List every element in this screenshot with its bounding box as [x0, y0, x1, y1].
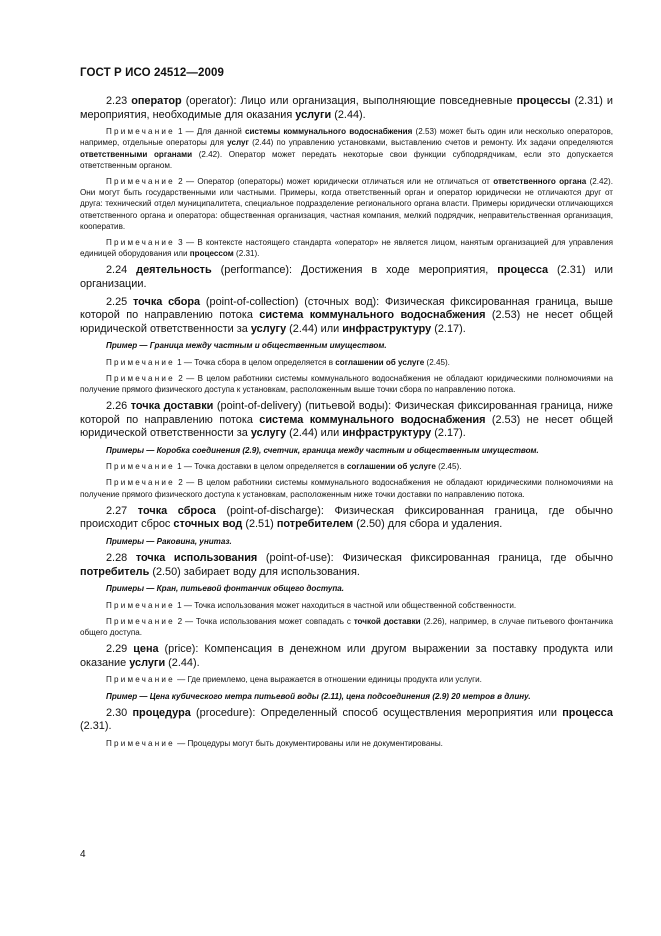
text-run: (2.53) может быть один или несколько операторов, например, отдельные операторы для [80, 127, 613, 148]
term-reference: потребителем [276, 518, 354, 531]
text-run: 2.27 [106, 504, 138, 517]
note [80, 373, 613, 395]
text-run: 2 — В целом работники системы коммунального водоснабжения не обладают юридическими полномочиями на получение прямого физического доступа к установкам, расположенным ниже точки доставки по направлению потока. [80, 478, 613, 499]
term-reference: системы коммунального водоснабжения [244, 127, 413, 137]
text-run: (point-of-collection) (сточных вод): Физическая фиксированная граница, выше которой по направлению потока [80, 295, 613, 322]
text-run: (2.44) или [286, 427, 343, 440]
text-run: (2.53) не несет общей юридической ответственности за [80, 413, 613, 440]
example [80, 340, 613, 351]
term-2-29 [80, 643, 613, 670]
term-2-28 [80, 552, 613, 579]
term-reference: ответственного органа [493, 177, 587, 186]
text-run: Примеры — Кран, питьевой фонтанчик общего доступа. [106, 584, 345, 594]
term-2-23 [80, 95, 613, 122]
text-run: (2.31) или организации. [80, 264, 613, 291]
text-run: 1 — Точка сбора в целом определяется в [174, 357, 336, 367]
text-run: 2.29 [106, 643, 134, 656]
text-run: 2.24 [106, 264, 137, 277]
text-run: (point-of-delivery) (питьевой воды): Физическая фиксированная граница, ниже которой по направлению потока [80, 400, 613, 426]
note [80, 237, 613, 259]
note [80, 616, 613, 638]
text-run: 1 — Точка доставки в целом определяется в [174, 462, 347, 472]
text-run: — Где приемлемо, цена выражается в отношении единицы продукта или услуги. [174, 675, 482, 685]
term-reference: процессом [189, 249, 234, 259]
note-label: Примечание [106, 675, 175, 685]
note-label: Примечание [106, 478, 175, 488]
text-run: (2.45). [424, 357, 450, 367]
term-reference: процесса [562, 706, 613, 719]
term-reference: точка доставки [130, 400, 214, 413]
term-reference: потребитель [80, 565, 150, 578]
term-reference: услуги [129, 656, 166, 669]
note [80, 674, 613, 685]
term-reference: деятельность [136, 264, 212, 277]
text-run: (procedure): Определенный способ осуществления мероприятия или [190, 706, 563, 719]
text-run: Примеры — Коробка соединения (2.9), счетчик, граница между частным и общественным имуществом. [106, 445, 539, 455]
text-run: 2.23 [106, 95, 132, 107]
text-run: (2.44) по управлению установками, выставлению счетов и ремонту. Их задачи определяются [248, 138, 613, 148]
text-run: Пример — Цена кубического метра питьевой воды (2.11), цена подсоединения (2.9) 20 метров в длину. [106, 691, 531, 701]
note-label: Примечание [106, 373, 175, 383]
note [80, 176, 613, 232]
example [80, 536, 613, 547]
term-reference: инфраструктуру [342, 427, 432, 440]
text-run: Примеры — Раковина, унитаз. [106, 536, 232, 546]
term-reference: оператор [131, 95, 182, 107]
text-run: 2.26 [106, 400, 131, 413]
text-run: (2.31). [233, 249, 260, 259]
page-number: 4 [80, 849, 86, 860]
term-reference: точка сброса [137, 504, 216, 517]
term-2-30 [80, 707, 613, 734]
text-run: 2.30 [106, 706, 133, 719]
text-run: (2.26), например, в случае питьевого фонтанчика общего доступа. [80, 616, 613, 637]
text-run: (2.50) для сбора и удаления. [353, 518, 503, 531]
text-run: (2.53) не несет общей юридической ответственности за [80, 309, 613, 335]
text-run: 1 — Для данной [174, 127, 245, 137]
text-run: (point-of-discharge): Физическая фиксированная граница, где обычно происходит сброс [80, 504, 613, 531]
term-2-24 [80, 264, 613, 291]
term-reference: точка использования [135, 552, 258, 565]
note-label: Примечание [106, 462, 175, 472]
term-reference: сточных вод [173, 518, 243, 531]
text-run: 2.25 [106, 295, 133, 308]
term-reference: процесса [497, 264, 549, 277]
note-label: Примечание [106, 600, 175, 610]
text-run: (2.45). [435, 462, 462, 472]
example [80, 445, 613, 456]
note-label: Примечание [106, 616, 175, 626]
text-run: (2.17). [431, 322, 466, 335]
text-run: 2 — Точка использования может совпадать с [174, 616, 354, 626]
text-run: (operator): Лицо или организация, выполняющие повседневные [181, 95, 517, 107]
term-reference: соглашении об услуге [335, 357, 425, 367]
term-2-26 [80, 400, 613, 441]
example [80, 583, 613, 594]
term-reference: услуги [295, 108, 332, 121]
term-reference: точка сбора [132, 295, 201, 308]
text-run: 1 — Точка использования может находиться в частной или общественной собственности. [174, 600, 517, 610]
text-run: (2.51) [242, 518, 277, 531]
text-run: Пример — Граница между частным и общественным имуществом. [106, 341, 387, 351]
note [80, 357, 613, 368]
note-label: Примечание [106, 127, 175, 137]
text-run: (2.44) или [286, 322, 343, 335]
text-run: 2 — Оператор (операторы) может юридически отличаться или не отличаться от [174, 177, 494, 186]
note-label: Примечание [106, 357, 175, 367]
note [80, 477, 613, 499]
text-run: 2.28 [106, 552, 136, 565]
term-reference: услугу [250, 322, 287, 335]
document-header: ГОСТ Р ИСО 24512—2009 [80, 67, 225, 79]
term-reference: ответственными органами [80, 149, 193, 159]
note-label: Примечание [106, 177, 175, 186]
text-run: (price): Компенсация в денежном или другом выражении за поставку продукта или оказание [80, 643, 613, 669]
text-run: (2.42). Оператор может передать некоторые свои функции субподрядчикам, если это допускается ответственным органом. [80, 149, 613, 170]
term-2-27 [80, 505, 613, 532]
term-reference: процессы [516, 95, 571, 107]
term-2-25 [80, 296, 613, 337]
note [80, 600, 613, 611]
note [80, 461, 613, 472]
text-run: — Процедуры могут быть документированы или не документированы. [174, 738, 443, 748]
text-run: (2.42). Они могут быть государственными или частными. Примеры, когда ответственный орган и оператор юридически не отличаются друг от друга: технический отдел муниципалитета, специальное подразделение регионального органа власти. Примеры юридически отличающихся ответственного органа и оператора: общественная организация, частная компания, мелкий подрядчик, неправительственная организация, кооператив. [80, 177, 613, 231]
term-reference: система коммунального водоснабжения [259, 309, 486, 322]
text-run: (2.31) и мероприятия, необходимые для оказания [80, 95, 613, 121]
text-run: (2.50) забирает воду для использования. [149, 565, 360, 578]
text-run: (2.44). [331, 108, 366, 121]
term-reference: соглашении об услуге [346, 462, 436, 472]
term-reference: процедура [132, 706, 191, 719]
term-reference: услуг [227, 138, 249, 148]
note [80, 738, 613, 749]
term-reference: система коммунального водоснабжения [259, 413, 486, 426]
term-reference: услугу [250, 427, 287, 440]
term-reference: цена [133, 643, 159, 656]
text-run: (performance): Достижения в ходе мероприятия, [211, 264, 498, 277]
text-run: (2.44). [165, 656, 200, 669]
text-run: (2.31). [80, 720, 112, 733]
note-label: Примечание [106, 238, 175, 248]
note-label: Примечание [106, 738, 175, 748]
example [80, 691, 613, 702]
note [80, 126, 613, 171]
text-run: (2.17). [431, 427, 466, 440]
text-run: 2 — В целом работники системы коммунального водоснабжения не обладают юридическими полномочиями на получение прямого физического доступа к установкам, расположенным выше точки сбора по направлению потока. [80, 373, 613, 394]
document-body [80, 95, 613, 754]
text-run: 3 — В контексте настоящего стандарта «оператор» не является лицом, нанятым организацией для управления единицей оборудования или [80, 238, 613, 259]
term-reference: точкой доставки [353, 616, 421, 626]
term-reference: инфраструктуру [342, 322, 432, 335]
text-run: (point-of-use): Физическая фиксированная граница, где обычно [257, 552, 614, 565]
